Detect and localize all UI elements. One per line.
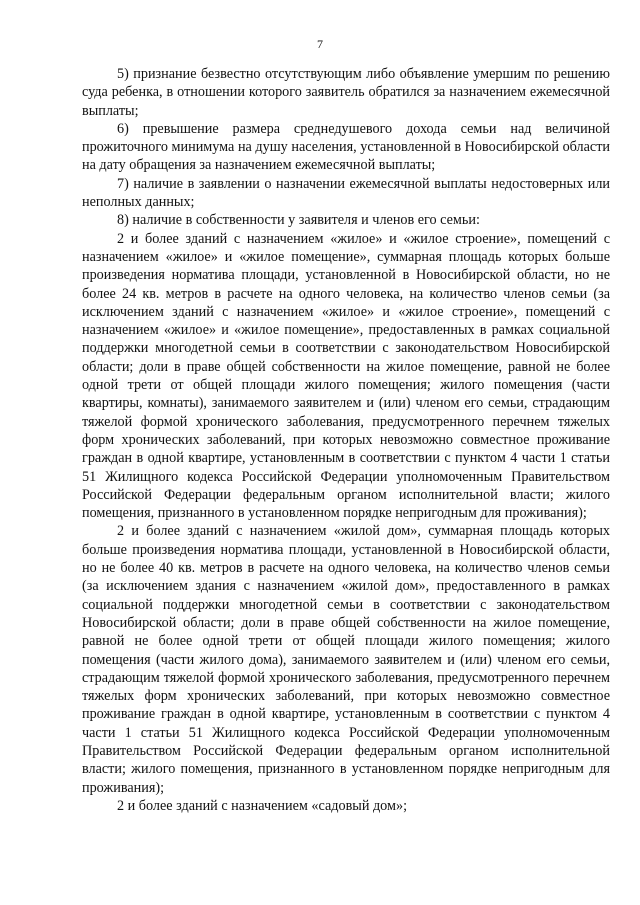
paragraph-residential-houses: 2 и более зданий с назначением «жилой дом», суммарная площадь которых больше произведения норматива площади, установленной в Новосибирской области, но не более 40 кв. метров в расчете на одного человека, на количество членов семьи (за исключением здания с назначением «жилой дом», предоставленного в рамках социальной поддержки многодетной семьи в соответствии с законодательством Новосибирской области; доли в праве общей собственности на жилое помещение, равной не более одной трети от общей площади жилого помещения; жилого помещения (части жилого дома), занимаемого заявителем и (или) членом его семьи, страдающим тяжелой формой хронического заболевания, предусмотренного перечнем тяжелых форм хронических заболеваний, при которых невозможно совместное проживание граждан в одной квартире, установленным в соответствии с пунктом 4 части 1 статьи 51 Жилищного кодекса Российской Федерации уполномоченным Правительством Российской Федерации федеральным органом исполнительной власти; жилого помещения, признанного в установленном порядке непригодным для проживания);	[82, 523, 610, 796]
paragraph-item-5: 5) признание безвестно отсутствующим либо объявление умершим по решению суда ребенка, в отношении которого заявитель обратился за назначением ежемесячной выплаты;	[82, 66, 610, 119]
paragraph-garden-houses: 2 и более зданий с назначением «садовый дом»;	[117, 797, 408, 814]
paragraph-item-6: 6) превышение размера среднедушевого дохода семьи над величиной прожиточного минимума на душу населения, установленной в Новосибирской области на дату обращения за назначением ежемесячной выплаты;	[82, 120, 610, 174]
paragraph-item-7: 7) наличие в заявлении о назначении ежемесячной выплаты недостоверных или неполных данных;	[82, 175, 610, 211]
page-number: 7	[317, 37, 323, 51]
paragraph-item-8: 8) наличие в собственности у заявителя и членов его семьи:	[117, 212, 480, 229]
paragraph-residential-buildings: 2 и более зданий с назначением «жилое» и «жилое строение», помещений с назначением «жилое» и «жилое помещение», суммарная площадь которых больше произведения норматива площади, установленной в Новосибирской области, но не более 24 кв. метров в расчете на одного человека, на количество членов семьи (за исключением зданий с назначением «жилое» и «жилое строение», помещений с назначением «жилое» и «жилое помещение», предоставленных в рамках социальной поддержки многодетной семьи в соответствии с законодательством Новосибирской области; доли в праве общей собственности на жилое помещение, равной не более одной трети от общей площади жилого помещения; жилого помещения (части квартиры, комнаты), занимаемого заявителем и (или) членом его семьи, страдающим тяжелой формой хронического заболевания, предусмотренного перечнем тяжелых форм хронических заболеваний, при которых невозможно совместное проживание граждан в одной квартире, установленным в соответствии с пунктом 4 части 1 статьи 51 Жилищного кодекса Российской Федерации уполномоченным Правительством Российской Федерации федеральным органом исполнительной власти; жилого помещения, признанного в установленном порядке непригодным для проживания);	[82, 230, 610, 522]
document-body	[82, 65, 610, 815]
